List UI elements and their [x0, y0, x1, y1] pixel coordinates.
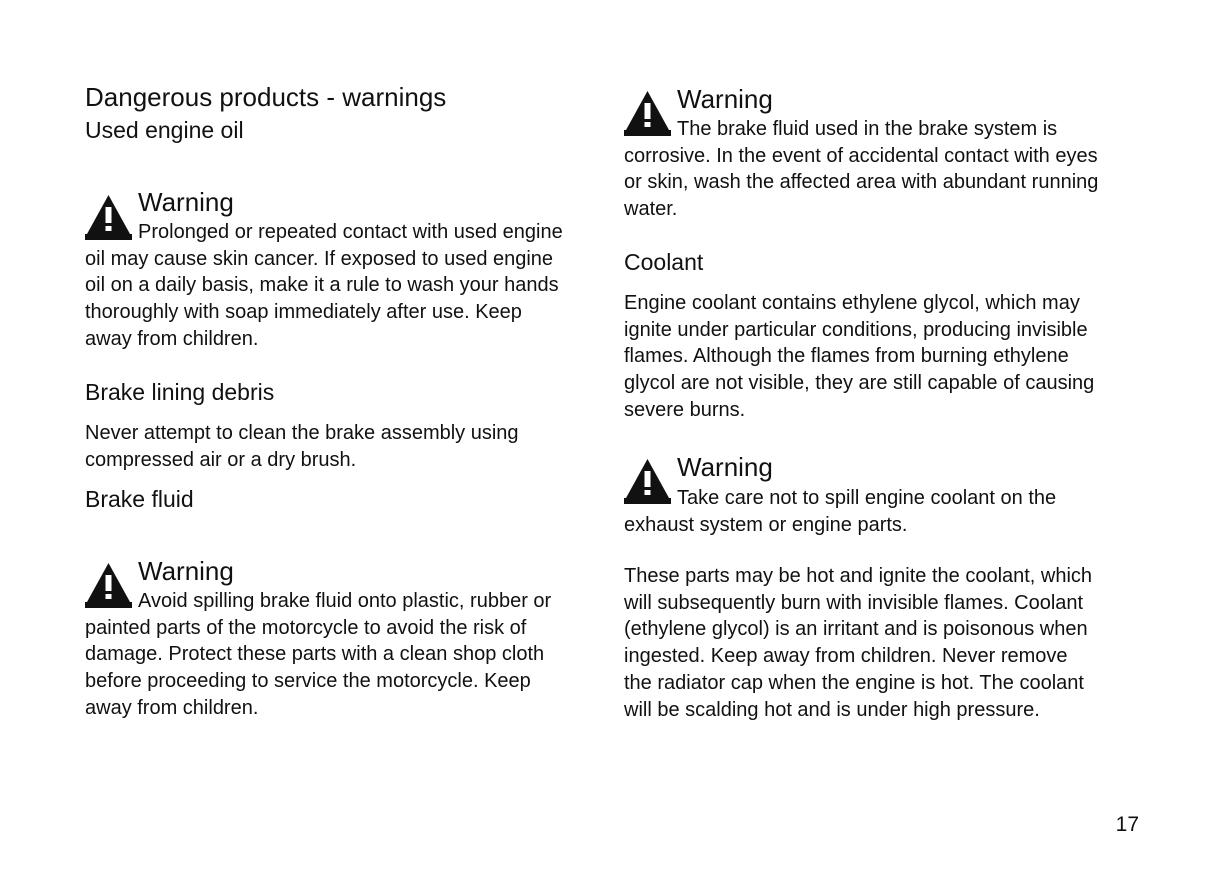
warning-text: Prolonged or repeated contact with used engine oil may cause skin cancer. If exposed to used engine oil on a daily basis, make it a rule to wash your hands thoroughly with soap immediately after use. Keep away from children. [85, 221, 563, 350]
warning-text: The brake fluid used in the brake system is corrosive. In the event of accidental contact with eyes or skin, wash the affected area with abundant running water. [624, 118, 1099, 221]
warning-label: Warning [677, 84, 773, 114]
page-number: 17 [1115, 813, 1139, 836]
section-heading-brake-lining-debris: Brake lining debris [85, 379, 275, 405]
section-title-used-engine-oil: Used engine oil [85, 117, 244, 143]
warning-label: Warning [677, 452, 773, 482]
section-heading-brake-fluid: Brake fluid [85, 486, 194, 512]
warning-label: Warning [138, 187, 234, 217]
brake-lining-text: Never attempt to clean the brake assembly using compressed air or a dry brush. [85, 422, 519, 471]
section-heading-coolant: Coolant [624, 249, 704, 275]
warning-label: Warning [138, 556, 234, 586]
warning-text: Avoid spilling brake fluid onto plastic, rubber or painted parts of the motorcycle to avoid the risk of damage. Protect these parts with a clean shop cloth before proceeding to service the motorcycle. Keep away from children. [85, 590, 552, 719]
page-title: Dangerous products - warnings [85, 82, 447, 112]
warning-text: Take care not to spill engine coolant on the exhaust system or engine parts. [624, 487, 1057, 536]
coolant-text: Engine coolant contains ethylene glycol, which may ignite under particular conditions, producing invisible flames. Although the flames from burning ethylene glycol are not visible, they are still capable of causing severe burns. [624, 292, 1095, 421]
coolant-closing-text: These parts may be hot and ignite the coolant, which will subsequently burn with invisible flames. Coolant (ethylene glycol) is an irritant and is poisonous when ingested. Keep away from children. Never remove the radiator cap when the engine is hot. The coolant will be scalding hot and is under high pressure. [624, 565, 1093, 721]
